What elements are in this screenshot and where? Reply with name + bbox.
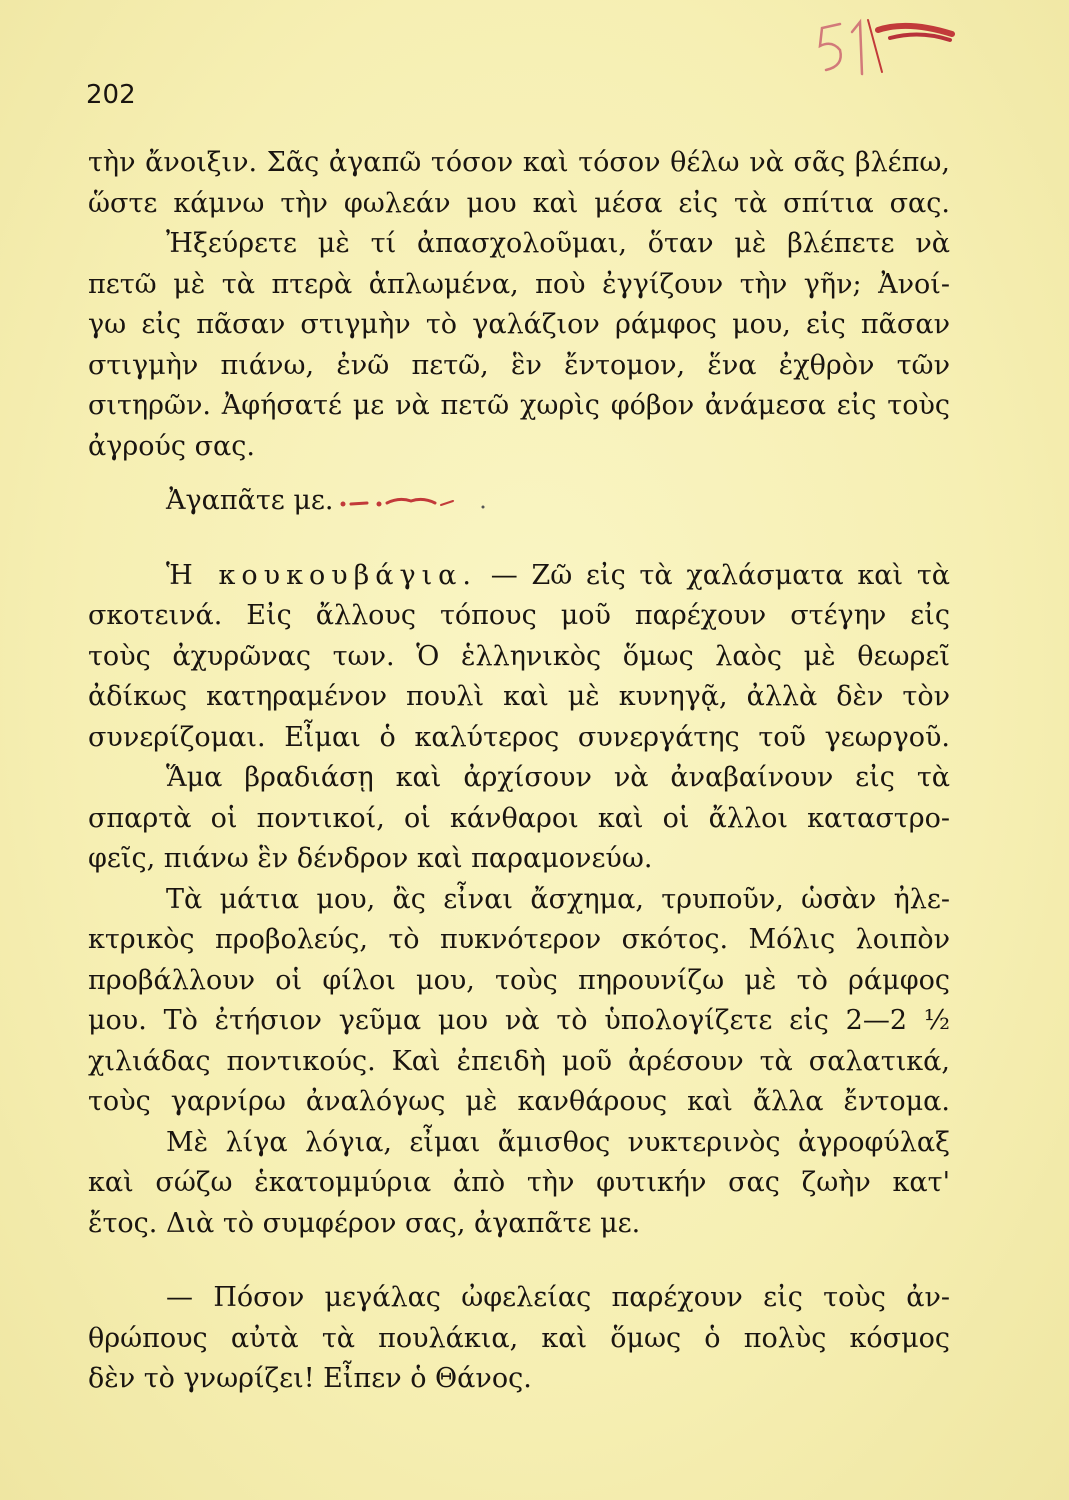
paragraph-swallow-end bbox=[88, 143, 950, 224]
text-span: Ἀγαπᾶτε με. bbox=[166, 485, 334, 516]
text-line: καὶ σώζω ἑκατομμύρια ἀπὸ τὴν φυτικήν σας ζωὴν κατ' bbox=[88, 1167, 950, 1198]
text-line: ἀγρούς σας. bbox=[88, 430, 255, 462]
handwritten-margin-note bbox=[812, 10, 962, 80]
text-line bbox=[88, 481, 950, 522]
text-line: θρώπους αὐτὰ τὰ πουλάκια, καὶ ὅμως ὁ πολὺς κόσμος bbox=[88, 1322, 950, 1354]
text-line: πετῶ μὲ τὰ πτερὰ ἁπλωμένα, ποὺ ἐγγίζουν τὴν γῆν; Ἀνοί- bbox=[88, 268, 950, 300]
text-line: τοὺς γαρνίρω ἀναλόγως μὲ κανθάρους καὶ ἄλλα ἔντομα. bbox=[88, 1086, 950, 1117]
text-line: προβάλλουν οἱ φίλοι μου, τοὺς πηρουνίζω μὲ τὸ ράμφος bbox=[88, 964, 950, 996]
text-line: ἔτος. Διὰ τὸ συμφέρον σας, ἀγαπᾶτε με. bbox=[88, 1207, 641, 1239]
text-line: χιλιάδας ποντικούς. Καὶ ἐπειδὴ μοῦ ἀρέσουν τὰ σαλατικά, bbox=[88, 1045, 950, 1077]
text-line bbox=[88, 556, 950, 597]
red-ink-dash-marks bbox=[337, 491, 487, 513]
page-text bbox=[88, 143, 950, 1400]
text-line: γω εἰς πᾶσαν στιγμὴν τὸ γαλάζιον ράμφος μου, εἰς πᾶσαν bbox=[88, 309, 950, 340]
text-line: Τὰ μάτια μου, ἂς εἶναι ἄσχημα, τρυποῦν, ὡσὰν ἠλε- bbox=[166, 883, 950, 915]
paragraph-owl-summary bbox=[88, 1123, 950, 1245]
text-line: Ἅμα βραδιάσῃ καὶ ἀρχίσουν νὰ ἀναβαίνουν εἰς τὰ bbox=[166, 762, 950, 793]
text-line: — Πόσον μεγάλας ὠφελείας παρέχουν εἰς τοὺς ἀν- bbox=[166, 1282, 950, 1313]
text-line: δὲν τὸ γνωρίζει! Εἶπεν ὁ Θάνος. bbox=[88, 1363, 532, 1394]
text-line: στιγμὴν πιάνω, ἐνῶ πετῶ, ἓν ἔντομον, ἕνα ἐχθρὸν τῶν bbox=[88, 349, 950, 381]
paragraph-love-me bbox=[88, 481, 950, 522]
page-number: 202 bbox=[86, 80, 136, 110]
paragraph-owl bbox=[88, 556, 950, 880]
text-line: συνερίζομαι. Εἶμαι ὁ καλύτερος συνεργάτης τοῦ γεωργοῦ. bbox=[88, 721, 950, 753]
text-line: σκοτεινά. Εἰς ἄλλους τόπους μοῦ παρέχουν στέγην εἰς bbox=[88, 600, 950, 631]
text-line: Ἠξεύρετε μὲ τί ἀπασχολοῦμαι, ὅταν μὲ βλέπετε νὰ bbox=[166, 228, 950, 259]
text-line: τοὺς ἀχυρῶνας των. Ὁ ἑλληνικὸς ὅμως λαὸς μὲ θεωρεῖ bbox=[88, 640, 950, 672]
paragraph-swallow-work bbox=[88, 224, 950, 467]
paragraph-thanos bbox=[88, 1278, 950, 1400]
text-line: σιτηρῶν. Ἀφήσατέ με νὰ πετῶ χωρὶς φόβον ἀνάμεσα εἰς τοὺς bbox=[88, 390, 950, 421]
text-line: ὥστε κάμνω τὴν φωλεάν μου καὶ μέσα εἰς τὰ σπίτια σας. bbox=[88, 187, 950, 219]
paragraph-owl-eyes bbox=[88, 880, 950, 1123]
text-line: Μὲ λίγα λόγια, εἶμαι ἄμισθος νυκτερινὸς ἀγροφύλαξ bbox=[166, 1126, 950, 1158]
text-line: τὴν ἄνοιξιν. Σᾶς ἀγαπῶ τόσον καὶ τόσον θέλω νὰ σᾶς βλέπω, bbox=[88, 147, 950, 178]
text-line: μου. Τὸ ἐτήσιον γεῦμα μου νὰ τὸ ὑπολογίζετε εἰς 2—2 ½ bbox=[88, 1005, 950, 1036]
text-line: φεῖς, πιάνω ἓν δένδρον καὶ παραμονεύω. bbox=[88, 843, 653, 874]
text-span: — Ζῶ εἰς τὰ χαλάσματα καὶ τὰ bbox=[490, 559, 950, 591]
text-line: σπαρτὰ οἱ ποντικοί, οἱ κάνθαροι καὶ οἱ ἄλλοι καταστρο- bbox=[88, 802, 950, 834]
section-heading: Ἡ κουκουβάγια. bbox=[166, 559, 477, 591]
text-line: ἀδίκως κατηραμένον πουλὶ καὶ μὲ κυνηγᾷ, ἀλλὰ δὲν τὸν bbox=[88, 681, 950, 712]
text-line: κτρικὸς προβολεύς, τὸ πυκνότερον σκότος. Μόλις λοιπὸν bbox=[88, 924, 950, 955]
